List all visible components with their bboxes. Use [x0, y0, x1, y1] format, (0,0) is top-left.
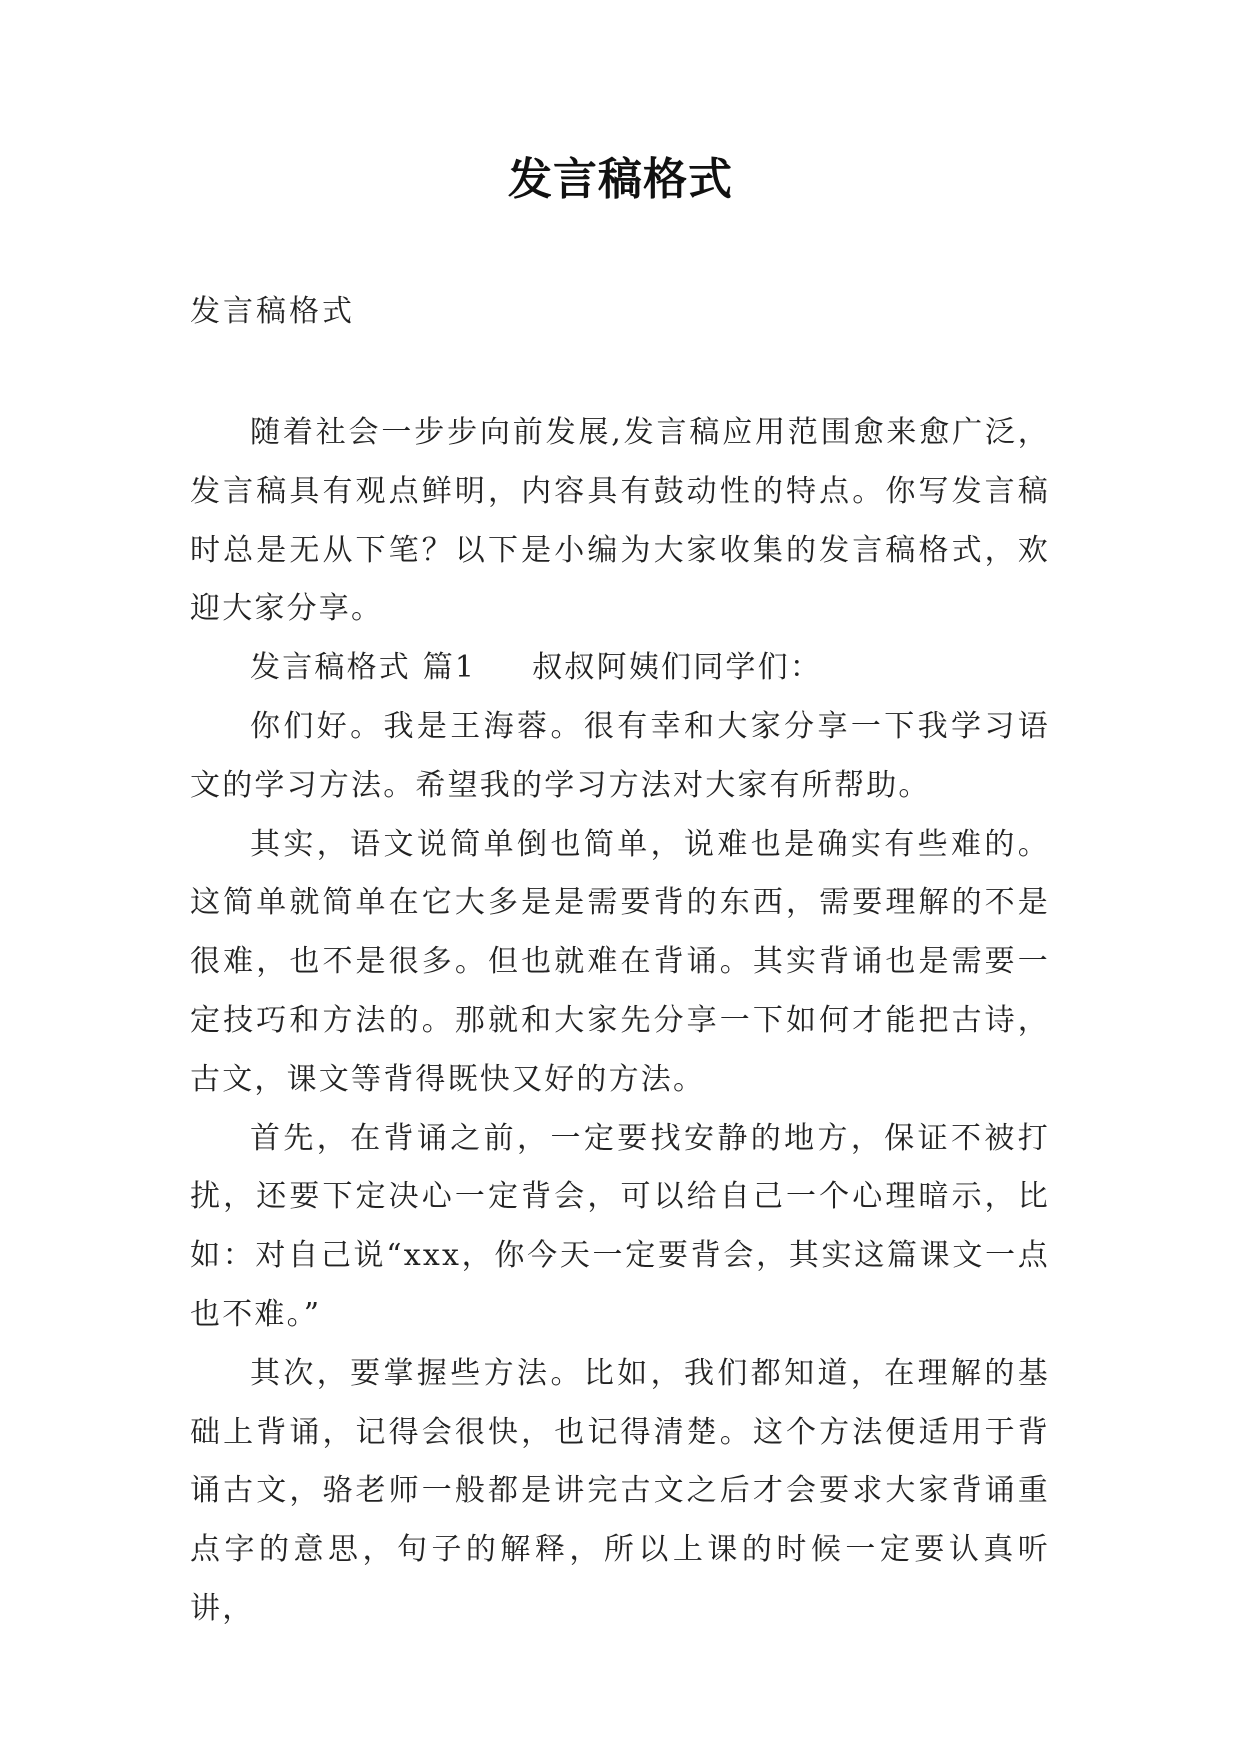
body-paragraph: 其实，语文说简单倒也简单，说难也是确实有些难的。这简单就简单在它大多是是需要背的东西，需要理解的不是很难，也不是很多。但也就难在背诵。其实背诵也是需要一定技巧和方法的。那就和大家先分享一下如何才能把古诗，古文，课文等背得既快又好的方法。 [190, 826, 1050, 1097]
document-title: 发言稿格式 [508, 154, 733, 205]
body-paragraph: 首先，在背诵之前，一定要找安静的地方，保证不被打扰，还要下定决心一定背会，可以给自己一个心理暗示，比如：对自己说“xxx，你今天一定要背会，其实这篇课文一点也不难。” [190, 1120, 1050, 1332]
intro-paragraph: 随着社会一步步向前发展,发言稿应用范围愈来愈广泛，发言稿具有观点鲜明，内容具有鼓动性的特点。你写发言稿时总是无从下笔？以下是小编为大家收集的发言稿格式，欢迎大家分享。 [190, 415, 1050, 627]
document-body [190, 404, 1050, 1639]
body-paragraph: 其次，要掌握些方法。比如，我们都知道，在理解的基础上背诵，记得会很快，也记得清楚。这个方法便适用于背诵古文，骆老师一般都是讲完古文之后才会要求大家背诵重点字的意思，句子的解释，所以上课的时候一定要认真听讲， [190, 1355, 1050, 1626]
section-heading: 发言稿格式 篇1 [250, 650, 477, 686]
body-paragraph: 你们好。我是王海蓉。很有幸和大家分享一下我学习语文的学习方法。希望我的学习方法对大家有所帮助。 [190, 708, 1050, 803]
document-subtitle: 发言稿格式 [190, 294, 355, 329]
greeting-text: 叔叔阿姨们同学们： [532, 650, 823, 686]
section-heading-line [190, 639, 1050, 698]
